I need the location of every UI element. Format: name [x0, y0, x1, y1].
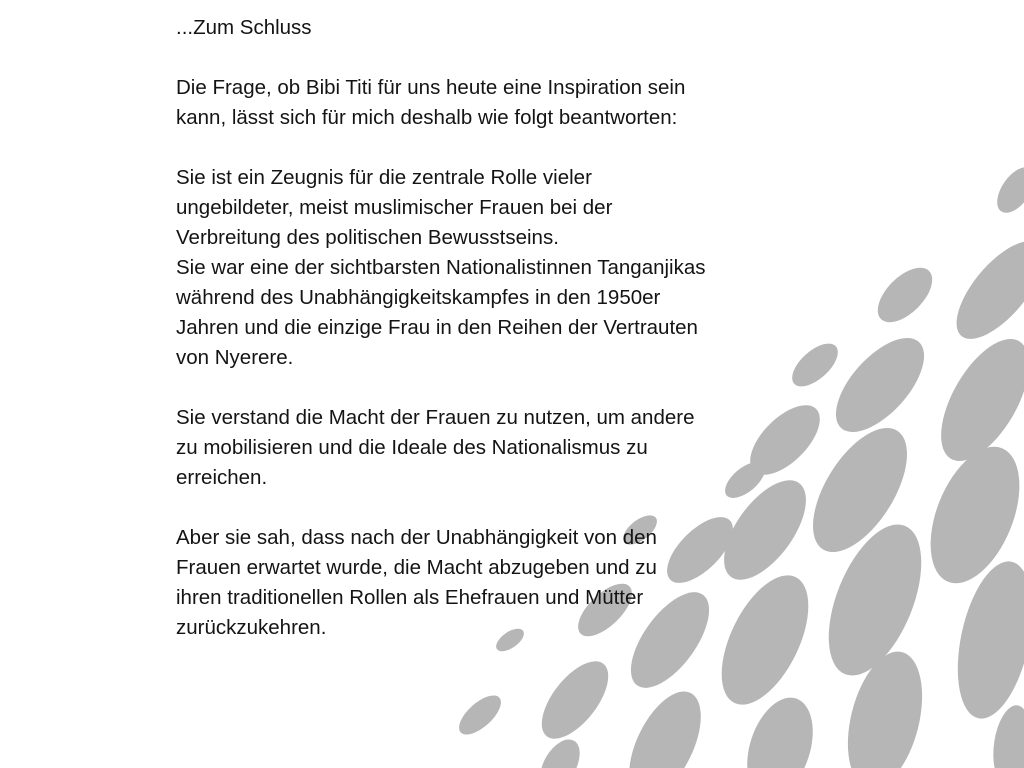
text-line: Sie verstand die Macht der Frauen zu nutzen, um andere — [176, 406, 695, 429]
slide-text — [176, 13, 796, 643]
text-line: ungebildeter, meist muslimischer Frauen bei der — [176, 196, 613, 219]
text-line: erreichen. — [176, 466, 268, 489]
paragraph-independence — [176, 523, 796, 643]
paragraph-testimony — [176, 163, 796, 373]
text-line: ihren traditionellen Rollen als Ehefrauen und Mütter — [176, 586, 644, 609]
text-line: Verbreitung des politischen Bewusstseins. — [176, 226, 559, 249]
paragraph-question — [176, 73, 796, 133]
text-line: während des Unabhängigkeitskampfes in den 1950er — [176, 286, 661, 309]
text-line: kann, lässt sich für mich deshalb wie folgt beantworten: — [176, 106, 678, 129]
text-line: Jahren und die einzige Frau in den Reihen der Vertrauten — [176, 316, 698, 339]
text-line: zurückzukehren. — [176, 616, 327, 639]
paragraph-mobilization — [176, 403, 796, 493]
text-line: von Nyerere. — [176, 346, 294, 369]
text-line: Frauen erwartet wurde, die Macht abzugeben und zu — [176, 556, 657, 579]
text-line: Sie ist ein Zeugnis für die zentrale Rolle vieler — [176, 166, 592, 189]
text-line: Aber sie sah, dass nach der Unabhängigkeit von den — [176, 526, 657, 549]
text-line: Sie war eine der sichtbarsten Nationalistinnen Tanganjikas — [176, 256, 706, 279]
text-line: zu mobilisieren und die Ideale des Nationalismus zu — [176, 436, 648, 459]
text-line: Die Frage, ob Bibi Titi für uns heute eine Inspiration sein — [176, 76, 686, 99]
slide-heading: ...Zum Schluss — [176, 16, 312, 39]
